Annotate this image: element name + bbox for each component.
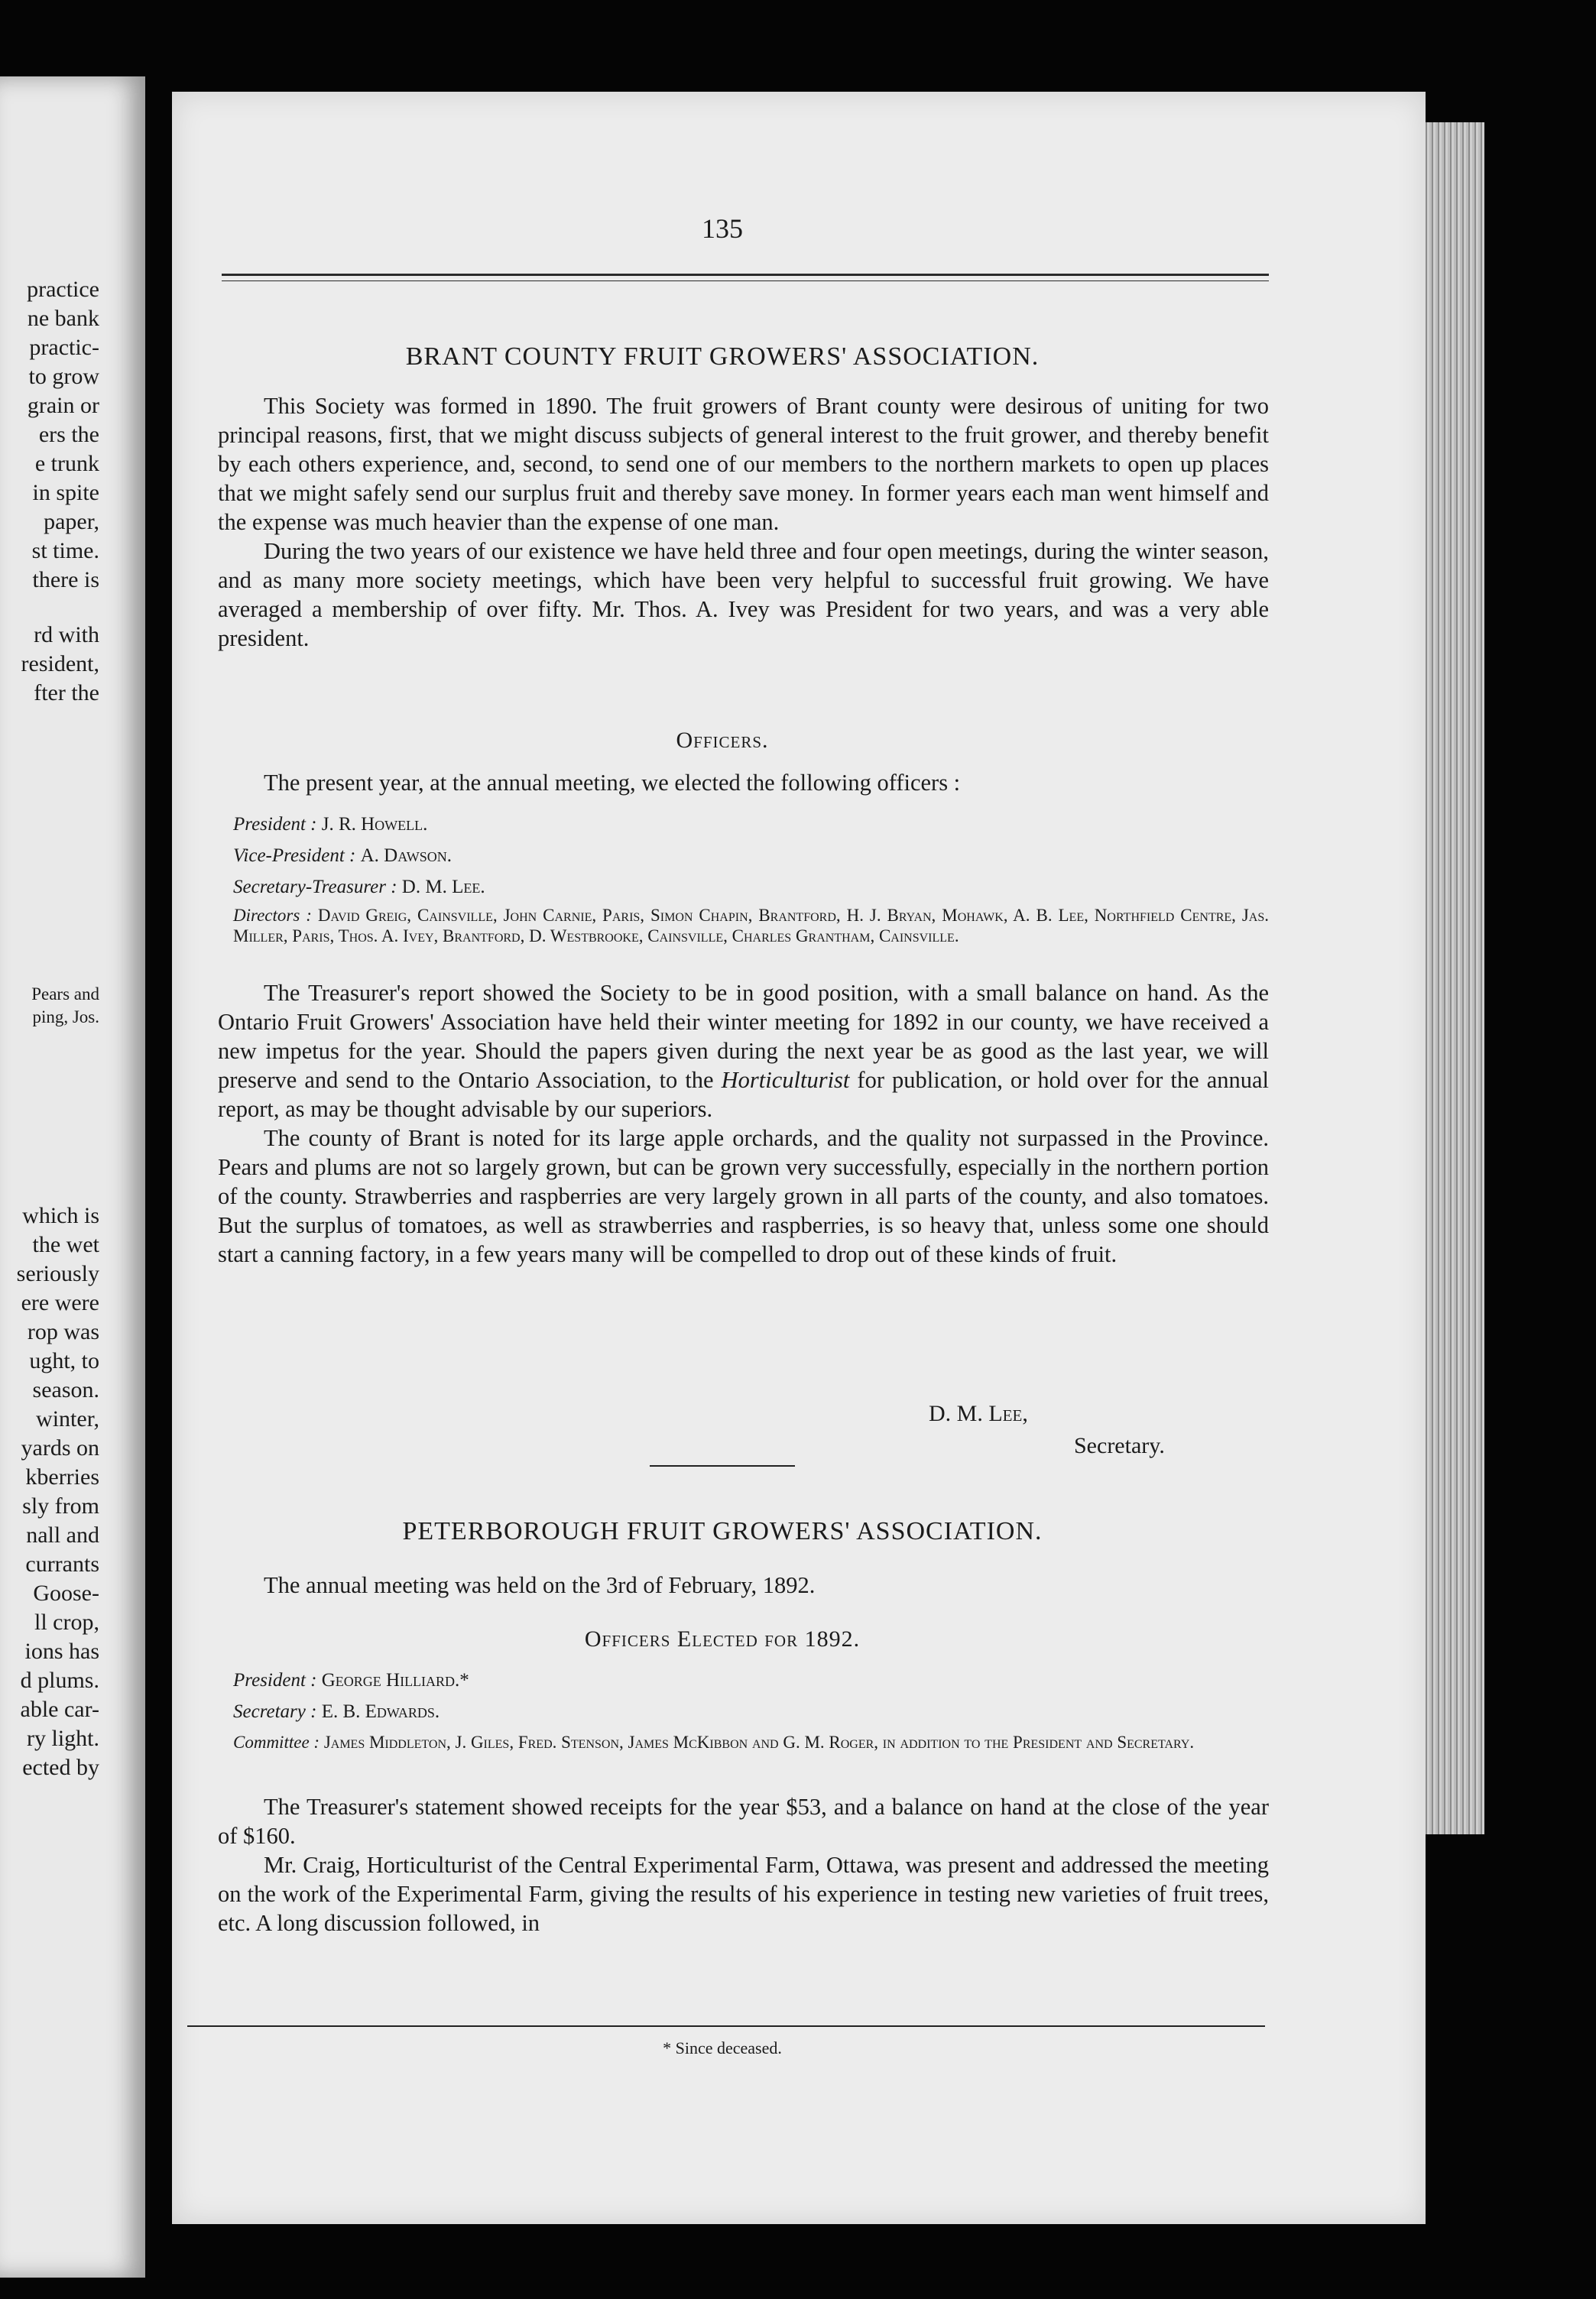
peterborough-body bbox=[218, 1792, 1269, 1937]
left-page-line: practice bbox=[27, 277, 99, 302]
left-page-line: practic- bbox=[29, 335, 99, 360]
horticulturist-title: Horticulturist bbox=[721, 1067, 850, 1093]
left-page-line: ere were bbox=[21, 1290, 99, 1315]
left-page-line: the wet bbox=[32, 1232, 99, 1257]
left-page-line: resident, bbox=[21, 651, 99, 676]
directors-list: David Greig, Cainsville, John Carnie, Paris, Simon Chapin, Brantford, H. J. Bryan, Mohawk, A. B. Lee, Northfield Centre, Jas. Miller, Paris, Thos. A. Ivey, Brantford, D. Westbrooke, Cainsville, Charles Grantham, Cainsville. bbox=[233, 906, 1270, 945]
left-page-line: yards on bbox=[21, 1435, 99, 1461]
footnote-rule bbox=[187, 2025, 1265, 2027]
left-page-line: able car- bbox=[20, 1697, 99, 1722]
para3-end: for publication, or hold over for the annual report, as may be thought advisable by our superiors. bbox=[218, 1067, 1269, 1122]
brant-para-2: During the two years of our existence we have held three and four open meetings, during the winter season, and as many more society meetings, which have been very helpful to successful fruit growing. We have averaged a membership of over fifty. Mr. Thos. A. Ivey was President for two years, and was a very able president. bbox=[218, 538, 1269, 651]
left-page-line: fter the bbox=[34, 680, 99, 705]
section-title-peterborough: PETERBOROUGH FRUIT GROWERS' ASSOCIATION. bbox=[402, 1517, 1043, 1545]
officer-vice-president bbox=[233, 843, 452, 869]
officer-president-2 bbox=[233, 1668, 469, 1694]
page-number: 135 bbox=[702, 213, 743, 244]
officer-role: Directors : bbox=[233, 906, 312, 925]
officer-name: D. M. Lee. bbox=[401, 877, 485, 897]
officer-name: E. B. Edwards. bbox=[321, 1701, 440, 1722]
officer-role: President : bbox=[233, 1670, 317, 1691]
officer-name: George Hilliard.* bbox=[321, 1670, 469, 1691]
left-page-line: kberries bbox=[25, 1464, 99, 1490]
signature-role: Secretary. bbox=[1074, 1433, 1165, 1458]
footnote: * Since deceased. bbox=[663, 2038, 782, 2057]
left-page-line: Pears and bbox=[31, 984, 99, 1004]
left-page-line: e trunk bbox=[34, 451, 99, 476]
left-page-line: paper, bbox=[44, 509, 99, 534]
left-page-line: rop was bbox=[27, 1319, 99, 1344]
officers-heading: Officers. bbox=[676, 728, 769, 753]
officer-president bbox=[233, 812, 427, 838]
left-page-line: winter, bbox=[36, 1406, 99, 1432]
left-page-line: ll crop, bbox=[34, 1610, 99, 1635]
officers-intro: The present year, at the annual meeting, we elected the following officers : bbox=[264, 770, 961, 796]
left-page-line: seriously bbox=[16, 1261, 99, 1286]
section-title-brant: BRANT COUNTY FRUIT GROWERS' ASSOCIATION. bbox=[405, 342, 1040, 371]
brant-body bbox=[218, 978, 1269, 1269]
left-page-line: Goose- bbox=[33, 1581, 99, 1606]
left-page-line: ught, to bbox=[29, 1348, 99, 1373]
left-page-line: ers the bbox=[38, 422, 99, 447]
committee-list: James Middleton, J. Giles, Fred. Stenson, James McKibbon and G. M. Roger, in addition to the President and Secretary. bbox=[323, 1733, 1195, 1752]
header-rule bbox=[222, 274, 1269, 276]
main-page bbox=[172, 92, 1426, 2224]
left-page-line: which is bbox=[22, 1203, 99, 1228]
brant-para-4: The county of Brant is noted for its large apple orchards, and the quality not surpassed in the Province. Pears and plums are not so largely grown, but can be grown very successfully, especially in the northern portion of the county. Strawberries and raspberries are very largely grown in all parts of the county, and also tomatoes. But the surplus of tomatoes, as well as strawberries and raspberries, is so heavy that, unless some one should start a canning factory, in a few years many will be compelled to drop out of these kinds of fruit. bbox=[218, 1125, 1269, 1267]
left-page-line: nall and bbox=[26, 1522, 99, 1548]
left-page-line: ry light. bbox=[27, 1726, 99, 1751]
left-page-line: grain or bbox=[27, 393, 99, 418]
left-page-line: ping, Jos. bbox=[32, 1007, 99, 1026]
header-rule-thin bbox=[222, 280, 1269, 281]
officer-role: Vice-President : bbox=[233, 845, 356, 866]
signature-name: D. M. Lee, bbox=[929, 1401, 1028, 1426]
left-page-line: d plums. bbox=[20, 1668, 99, 1693]
officer-name: J. R. Howell. bbox=[321, 814, 428, 835]
officer-name: A. Dawson. bbox=[360, 845, 453, 866]
officer-role: Secretary : bbox=[233, 1701, 317, 1722]
officers-intro-block bbox=[218, 768, 1269, 797]
meeting-line: The annual meeting was held on the 3rd of February, 1892. bbox=[264, 1572, 816, 1598]
peterborough-para-2: Mr. Craig, Horticulturist of the Central Experimental Farm, Ottawa, was present and addressed the meeting on the work of the Experimental Farm, giving the results of his experience in testing new varieties of fruit trees, etc. A long discussion followed, in bbox=[218, 1852, 1269, 1936]
left-page-line: sly from bbox=[22, 1493, 99, 1519]
officer-secretary-treasurer bbox=[233, 874, 485, 900]
left-page-line: ected by bbox=[22, 1755, 99, 1780]
officer-role: Committee : bbox=[233, 1733, 320, 1752]
meeting-line-block bbox=[218, 1571, 1269, 1600]
brant-para-1: This Society was formed in 1890. The fruit growers of Brant county were desirous of uniting for two principal reasons, first, that we might discuss subjects of general interest to the fruit grower, and thereby benefit by each others experience, and, second, to send one of our members to the northern markets to open up places that we might safely send our surplus fruit and thereby save money. In former years each man went himself and the expense was much heavier than the expense of one man. bbox=[218, 393, 1269, 535]
left-page-line: there is bbox=[32, 567, 99, 592]
section-divider bbox=[650, 1465, 795, 1467]
para3-start: The Treasurer's report showed the Society to be in good position, with a small balance on hand. As the Ontario Fruit Growers' Association have held their winter meeting for 1892 in our county, we have received a new impetus for the year. Should the papers given during the next year be as good as the last year, we will preserve and send to the Ontario Association, to the bbox=[218, 980, 1269, 1093]
officer-secretary-2 bbox=[233, 1699, 440, 1725]
left-page-line: currants bbox=[25, 1552, 99, 1577]
left-page-line: rd with bbox=[34, 622, 99, 647]
peterborough-para-1: The Treasurer's statement showed receipts for the year $53, and a balance on hand at the close of the year of $160. bbox=[218, 1794, 1269, 1849]
brant-para-3 bbox=[218, 978, 1269, 1124]
officer-committee bbox=[233, 1732, 1269, 1753]
officers-elected-heading: Officers Elected for 1892. bbox=[584, 1626, 861, 1652]
left-page-line: st time. bbox=[31, 538, 99, 563]
left-page-line: in spite bbox=[32, 480, 99, 505]
officer-role: President : bbox=[233, 814, 317, 835]
left-page-line: to grow bbox=[28, 364, 99, 389]
left-page-line: ne bank bbox=[27, 306, 99, 331]
page-edge-stack bbox=[1423, 122, 1484, 1834]
officer-directors bbox=[233, 905, 1269, 946]
brant-intro bbox=[218, 391, 1269, 653]
left-page-line: season. bbox=[32, 1377, 99, 1402]
left-facing-page bbox=[0, 76, 145, 2278]
left-page-line: ions has bbox=[24, 1639, 99, 1664]
officer-role: Secretary-Treasurer : bbox=[233, 877, 397, 897]
